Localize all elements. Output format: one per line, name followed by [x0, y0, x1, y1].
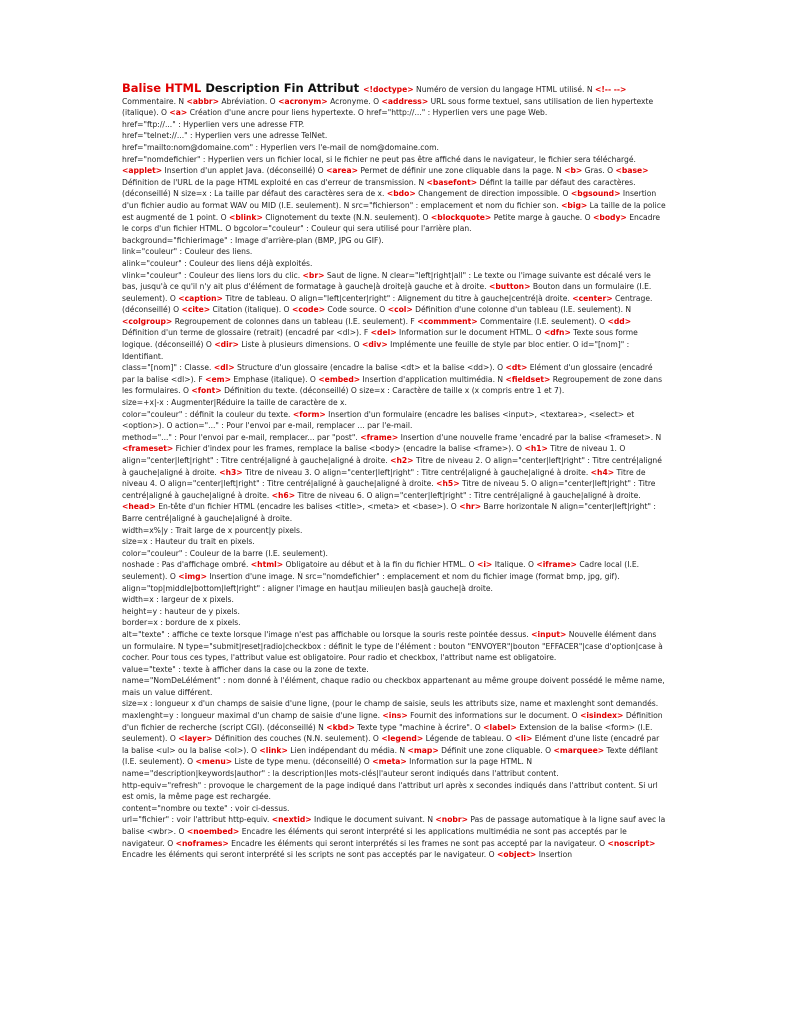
description-text: Liste à plusieurs dimensions. O: [238, 340, 362, 350]
html-tag-label: <legend>: [381, 734, 424, 744]
description-text: Citation (italique). O: [210, 305, 292, 315]
html-tag-label: <frame>: [360, 432, 399, 442]
html-tag-label: <dl>: [213, 363, 235, 373]
description-text: href="nomdefichier" : Hyperlien vers un fichier local, si le fichier ne peut pas être affiché dans le navigateur, le fichier sera téléchargé.: [122, 154, 636, 164]
description-text: Fournit des informations sur le document. O: [407, 711, 581, 721]
html-tag-label: <layer>: [178, 734, 213, 744]
description-text: Nouvelle élément dans un formulaire. N type="submit|reset|radio|checkbox : définit le type de l'élément : bouton "ENVOYER"|bouton "EFFACER"|case d'option|case à cocher. Pour tous ces types, l'attribut value est obligatoire. Pour radio et checkbox, l'attribut name est obligatoire.: [122, 629, 663, 663]
html-tag-label: <cite>: [181, 305, 211, 315]
description-text: align="top|middle|bottom|left|right" : aligner l'image en haut|au milieu|en bas|à gauche|à droite.: [122, 583, 493, 593]
html-tag-label: <head>: [122, 502, 156, 512]
html-tag-label: <abbr>: [186, 96, 219, 106]
description-text: Titre de niveau 2. O align="center|left|right" : Titre centré|aligné à gauche|aligné à droite.: [122, 456, 662, 477]
description-text: Titre de niveau 3. O align="center|left|right" : Titre centré|aligné à gauche|aligné à droite.: [242, 467, 591, 477]
description-text: http-equiv="refresh" : provoque le chargement de la page indiqué dans l'attribut url après x secondes indiqués dans l'attribut content. Si url est omis, la même page est rechargée.: [122, 780, 658, 802]
html-tag-label: <font>: [191, 386, 222, 396]
description-text: Titre de niveau 4. O align="center|left|right" : Titre centré|aligné à gauche|aligné à droite.: [122, 467, 646, 489]
description-text: Bouton dans un formulaire (I.E. seulement). O: [122, 282, 652, 303]
description-text: Insertion d'une nouvelle frame 'encadré par la balise <frameset>. N: [398, 432, 662, 442]
description-text: noshade : Pas d'affichage ombré.: [122, 560, 251, 570]
html-tag-label: <h3>: [219, 467, 243, 477]
description-text: Elément d'une liste (encadré par la balise <ul> ou la balise <ol>). O: [122, 734, 660, 755]
description-text: Insertion: [536, 850, 573, 860]
heading-title: Balise HTML: [122, 81, 202, 95]
html-tag-label: <code>: [291, 305, 325, 315]
description-text: maxlenght=y : longueur maximal d'un champ de saisie d'une ligne.: [122, 711, 383, 721]
html-tag-label: <col>: [387, 305, 413, 315]
description-text: url="fichier" : voir l'attribut http-equiv.: [122, 815, 272, 825]
description-text: Information sur le document HTML. O: [396, 328, 544, 338]
html-tag-label: <noembed>: [186, 827, 240, 836]
description-text: size=x : Hauteur du trait en pixels.: [122, 537, 255, 547]
html-tag-label: <img>: [178, 571, 207, 581]
description-text: content="nombre ou texte" : voir ci-dessus.: [122, 803, 290, 813]
html-tag-label: <map>: [407, 745, 439, 755]
description-text: size=x : longueur x d'un champs de saisie d'une ligne, (pour le champ de saisie, seuls les attributs size, name et maxlenght sont demandés.: [122, 699, 659, 709]
html-tag-label: <menu>: [195, 757, 233, 767]
description-text: alink="couleur" : Couleur des liens déjà exploités.: [122, 258, 313, 268]
description-text: Titre de niveau 6. O align="center|left|right" : Titre centré|aligné à gauche|aligné à droite.: [295, 490, 641, 500]
description-text: class="[nom]" : Classe.: [122, 363, 214, 373]
description-text: Structure d'un glossaire (encadre la balise <dt> et la balise <dd>). O: [234, 363, 506, 373]
html-tag-label: <base>: [615, 166, 649, 176]
description-text: Liste de type menu. (déconseillé) O: [232, 757, 373, 767]
html-tag-label: <noframes>: [175, 838, 229, 848]
html-tag-label: <input>: [531, 629, 567, 639]
html-tag-label: <meta>: [372, 757, 407, 767]
html-tag-label: <nextid>: [271, 815, 312, 825]
description-text: Permet de définir une zone cliquable dans la page. N: [357, 166, 565, 176]
html-tag-label: <nobr>: [435, 815, 468, 825]
html-tag-label: <ins>: [382, 711, 408, 721]
html-tag-label: <em>: [205, 374, 231, 384]
description-text: Défint la taille par défaut des caractères. (déconseillé) N size=x : La taille par défaut des caractères sera de x.: [122, 177, 636, 199]
description-text: Information sur la page HTML. N name="description|keywords|author" : la description|les mots-clés|l'auteur seront indiqués dans l'attribut content.: [122, 757, 559, 779]
description-text: Définition de l'URL de la page HTML exploité en cas d'erreur de transmission. N: [122, 177, 427, 187]
html-tag-label: <commment>: [417, 316, 478, 326]
html-tag-label: <br>: [302, 270, 325, 280]
html-tag-label: <dt>: [505, 363, 528, 373]
html-tag-label: <li>: [514, 734, 533, 744]
description-text: URL sous forme textuel, sans utilisation de lien hypertexte (italique). O: [122, 96, 654, 118]
html-tag-label: <acronym>: [278, 96, 328, 106]
html-tag-label: <basefont>: [426, 177, 478, 187]
description-text: Abréviation. O: [219, 96, 279, 106]
description-text: Titre de niveau 1. O align="center|left|right" : Titre centré|aligné à gauche|aligné à droite.: [122, 444, 626, 465]
html-tag-label: <h2>: [390, 456, 414, 465]
description-text: alt="texte" : affiche ce texte lorsque l'image n'est pas affichable ou lorsque la souris reste pointée dessus.: [122, 629, 532, 639]
html-tag-label: <a>: [169, 108, 188, 118]
description-text: color="couleur" : définit la couleur du texte.: [122, 409, 293, 419]
description-text: border=x : bordure de x pixels.: [122, 618, 241, 628]
html-tag-label: <fieldset>: [505, 374, 551, 384]
html-tag-label: <b>: [564, 166, 583, 176]
description-text: background="fichierimage" : Image d'arrière-plan (BMP, JPG ou GIF).: [122, 235, 384, 245]
description-text: Encadre les éléments qui seront interprétés si les frames ne sont pas accepté par la navigateur. O: [228, 838, 608, 848]
description-text: value="texte" : texte à afficher dans la case ou la zone de texte.: [122, 664, 369, 674]
description-text: width=x : largeur de x pixels.: [122, 595, 234, 605]
html-tag-label: <noscript>: [607, 838, 656, 848]
html-tag-label: <button>: [489, 282, 531, 292]
description-text: Titre de tableau. O align="left|center|right" : Alignement du titre à gauche|centré|à droite.: [222, 293, 573, 303]
description-text: Petite marge à gauche. O: [491, 212, 594, 222]
html-tag-label: <marquee>: [553, 745, 605, 755]
description-text: Pas de passage automatique à la ligne sauf avec la balise <wbr>. O: [122, 815, 666, 836]
html-tag-label: <center>: [572, 293, 613, 303]
document-page: [122, 83, 667, 861]
html-tag-label: <big>: [561, 200, 588, 210]
description-text: href="telnet://..." : Hyperlien vers une adresse TelNet.: [122, 131, 328, 141]
description-text: color="couleur" : Couleur de la barre (I.E. seulement).: [122, 548, 328, 558]
html-tag-label: <html>: [250, 560, 284, 570]
html-tag-label: <!-- -->: [594, 85, 627, 94]
description-text: Définition des couches (N.N. seulement). O: [212, 734, 382, 744]
description-text: Insertion d'un fichier audio au format WAV ou MID (I.E. seulement). N src="fichierson" : emplacement et nom du fichier son.: [122, 189, 657, 210]
description-text: Fichier d'index pour les frames, remplace la balise <body> (encadre la balise <frame>). O: [173, 444, 525, 454]
description-text: Définition d'une colonne d'un tableau (I.E. seulement). N: [412, 305, 632, 315]
html-tag-label: <!doctype>: [363, 85, 414, 94]
description-text: Barre horizontale N align="center|left|right" : Barre centré|aligné à gauche|aligné à droite.: [122, 502, 656, 523]
description-text: Numéro de version du langage HTML utilisé. N: [413, 85, 595, 94]
description-text: Code source. O: [324, 305, 388, 315]
description-text: href="mailto:nom@domaine.com" : Hyperlien vers l'e-mail de nom@domaine.com.: [122, 142, 439, 152]
html-tag-label: <frameset>: [122, 444, 174, 454]
description-text: Texte type "machine à écrire". O: [354, 722, 484, 732]
description-text: Création d'une ancre pour liens hypertexte. O href="http://..." : Hyperlien vers une page Web.: [187, 108, 548, 118]
description-text: Lien indépendant du média. N: [287, 745, 408, 755]
heading-columns: Description Fin Attribut: [201, 81, 364, 95]
html-tag-label: <bgsound>: [570, 189, 621, 199]
html-tag-label: <area>: [326, 166, 358, 176]
html-tag-label: <div>: [361, 340, 388, 350]
html-tag-label: <embed>: [318, 374, 361, 384]
html-tag-label: <colgroup>: [122, 316, 173, 326]
html-tag-label: <isindex>: [580, 711, 624, 721]
html-tag-label: <dd>: [607, 316, 632, 326]
description-text: Encadre les éléments qui seront interprété si les scripts ne sont pas acceptés par le navigateur. O: [122, 850, 498, 860]
description-text: Implémente une feuille de style par bloc entier. O id="[nom]" : Identifiant.: [122, 340, 630, 361]
description-text: Extension de la balise <form> (I.E. seulement). O: [122, 722, 653, 744]
description-text: En-tête d'un fichier HTML (encadre les balises <title>, <meta> et <base>). O: [155, 502, 460, 512]
description-text: Saut de ligne. N clear="left|right|all" : Le texte ou l'image suivante est décalé vers le bas, jusqu'à ce qu'il n'y ait plus d'élément de formatage à gauche|à droite|à gauche et à droite.: [122, 270, 651, 292]
description-text: Cadre local (I.E. seulement). O: [122, 560, 640, 581]
description-text: Encadre le corps d'un fichier HTML. O bgcolor="couleur" : Couleur qui sera utilisé pour l'arrière plan.: [122, 212, 661, 234]
description-text: Regroupement de zone dans les formulaires. O: [122, 374, 663, 396]
description-text: Insertion d'une image. N src="nomdefichier" : emplacement et nom du fichier image (format bmp, jpg, gif).: [206, 571, 620, 581]
html-tag-label: <hr>: [459, 502, 482, 512]
description-text: name="NomDeLélément" : nom donné à l'élément, chaque radio ou checkbox appartenant au même groupe doivent possédé le même name, mais un value différent.: [122, 676, 665, 697]
description-text: href="ftp://..." : Hyperlien vers une adresse FTP.: [122, 119, 305, 129]
description-text: Centrage. (déconseillé) O: [122, 293, 653, 315]
description-text: Insertion d'application multimédia. N: [360, 374, 506, 384]
description-text: Changement de direction impossible. O: [415, 189, 571, 199]
description-text: Définition d'un terme de glossaire (retrait) (encadré par <dl>). F: [122, 328, 371, 338]
html-tag-label: <blink>: [229, 212, 263, 222]
description-text: Commentaire (I.E. seulement). O: [477, 316, 608, 326]
description-text: Obligatoire au début et à la fin du fichier HTML. O: [283, 560, 477, 570]
description-text: vlink="couleur" : Couleur des liens lors du clic.: [122, 270, 303, 280]
html-tag-label: <iframe>: [536, 560, 577, 570]
description-text: Insertion d'un applet Java. (déconseillé) O: [162, 166, 327, 176]
description-text: link="couleur" : Couleur des liens.: [122, 247, 253, 257]
description-text: Définition du texte. (déconseillé) O size=x : Caractère de taille x (x compris entre 1 et 7).: [221, 386, 565, 396]
html-tag-label: <i>: [476, 560, 493, 570]
description-text: Encadre les éléments qui seront interprété si les applications multimédia ne sont pas acceptés par le navigateur. O: [122, 827, 627, 848]
html-tag-label: <caption>: [178, 293, 223, 303]
html-tag-label: <address>: [381, 96, 429, 106]
html-tag-label: <h6>: [271, 490, 296, 500]
description-text: Insertion d'un formulaire (encadre les balises <input>, <textarea>, <select> et <option>). O action="..." : Pour l'envoi par e-mail, remplacer ... par l'e-mail.: [122, 409, 635, 431]
description-text: height=y : hauteur de y pixels.: [122, 606, 240, 616]
html-tag-label: <form>: [292, 409, 326, 419]
html-tag-label: <kbd>: [326, 722, 355, 732]
html-tag-label: <object>: [497, 850, 537, 860]
html-tag-label: <h4>: [590, 467, 615, 477]
description-text: method="..." : Pour l'envoi par e-mail, remplacer... par "post".: [122, 432, 361, 442]
description-text: Texte défilant (I.E. seulement). O: [122, 745, 658, 767]
description-text: size=+x|-x : Augmenter|Réduire la taille de caractère de x.: [122, 398, 347, 408]
document-body: [122, 85, 666, 859]
description-text: Texte sous forme logique. (déconseillé) O: [122, 328, 638, 350]
description-text: Gras. O: [582, 166, 616, 176]
description-text: Commentaire. N: [122, 96, 187, 106]
description-text: La taille de la police est augmenté de 1 point. O: [122, 200, 666, 222]
html-tag-label: <link>: [259, 745, 288, 755]
html-tag-label: <applet>: [122, 166, 163, 176]
description-text: width=x%|y : Trait large de x pourcent|y pixels.: [122, 525, 303, 535]
html-tag-label: <h5>: [436, 479, 460, 489]
description-text: Clignotement du texte (N.N. seulement). O: [262, 212, 431, 222]
description-text: Italique. O: [492, 560, 537, 570]
description-text: Définit une zone cliquable. O: [438, 745, 554, 755]
description-text: Définition d'un fichier de recherche (script CGI). (déconseillé) N: [122, 711, 663, 732]
html-tag-label: <dfn>: [543, 328, 571, 338]
description-text: Regroupement de colonnes dans un tableau (I.E. seulement). F: [172, 316, 418, 326]
html-tag-label: <label>: [483, 722, 517, 732]
description-text: Indique le document suivant. N: [311, 815, 436, 825]
html-tag-label: <dir>: [214, 340, 239, 350]
html-tag-label: <bdo>: [386, 189, 416, 199]
description-text: Légende de tableau. O: [423, 734, 515, 744]
html-tag-label: <blockquote>: [430, 212, 492, 222]
html-tag-label: <body>: [593, 212, 627, 222]
description-text: Acronyme. O: [327, 96, 382, 106]
html-tag-label: <del>: [370, 328, 397, 338]
description-text: Elément d'un glossaire (encadré par la balise <dl>). F: [122, 363, 653, 384]
html-tag-label: <h1>: [524, 444, 548, 454]
description-text: Emphase (italique). O: [230, 374, 319, 384]
description-text: Titre de niveau 5. O align="center|left|right" : Titre centré|aligné à gauche|aligné à droite.: [122, 479, 656, 500]
